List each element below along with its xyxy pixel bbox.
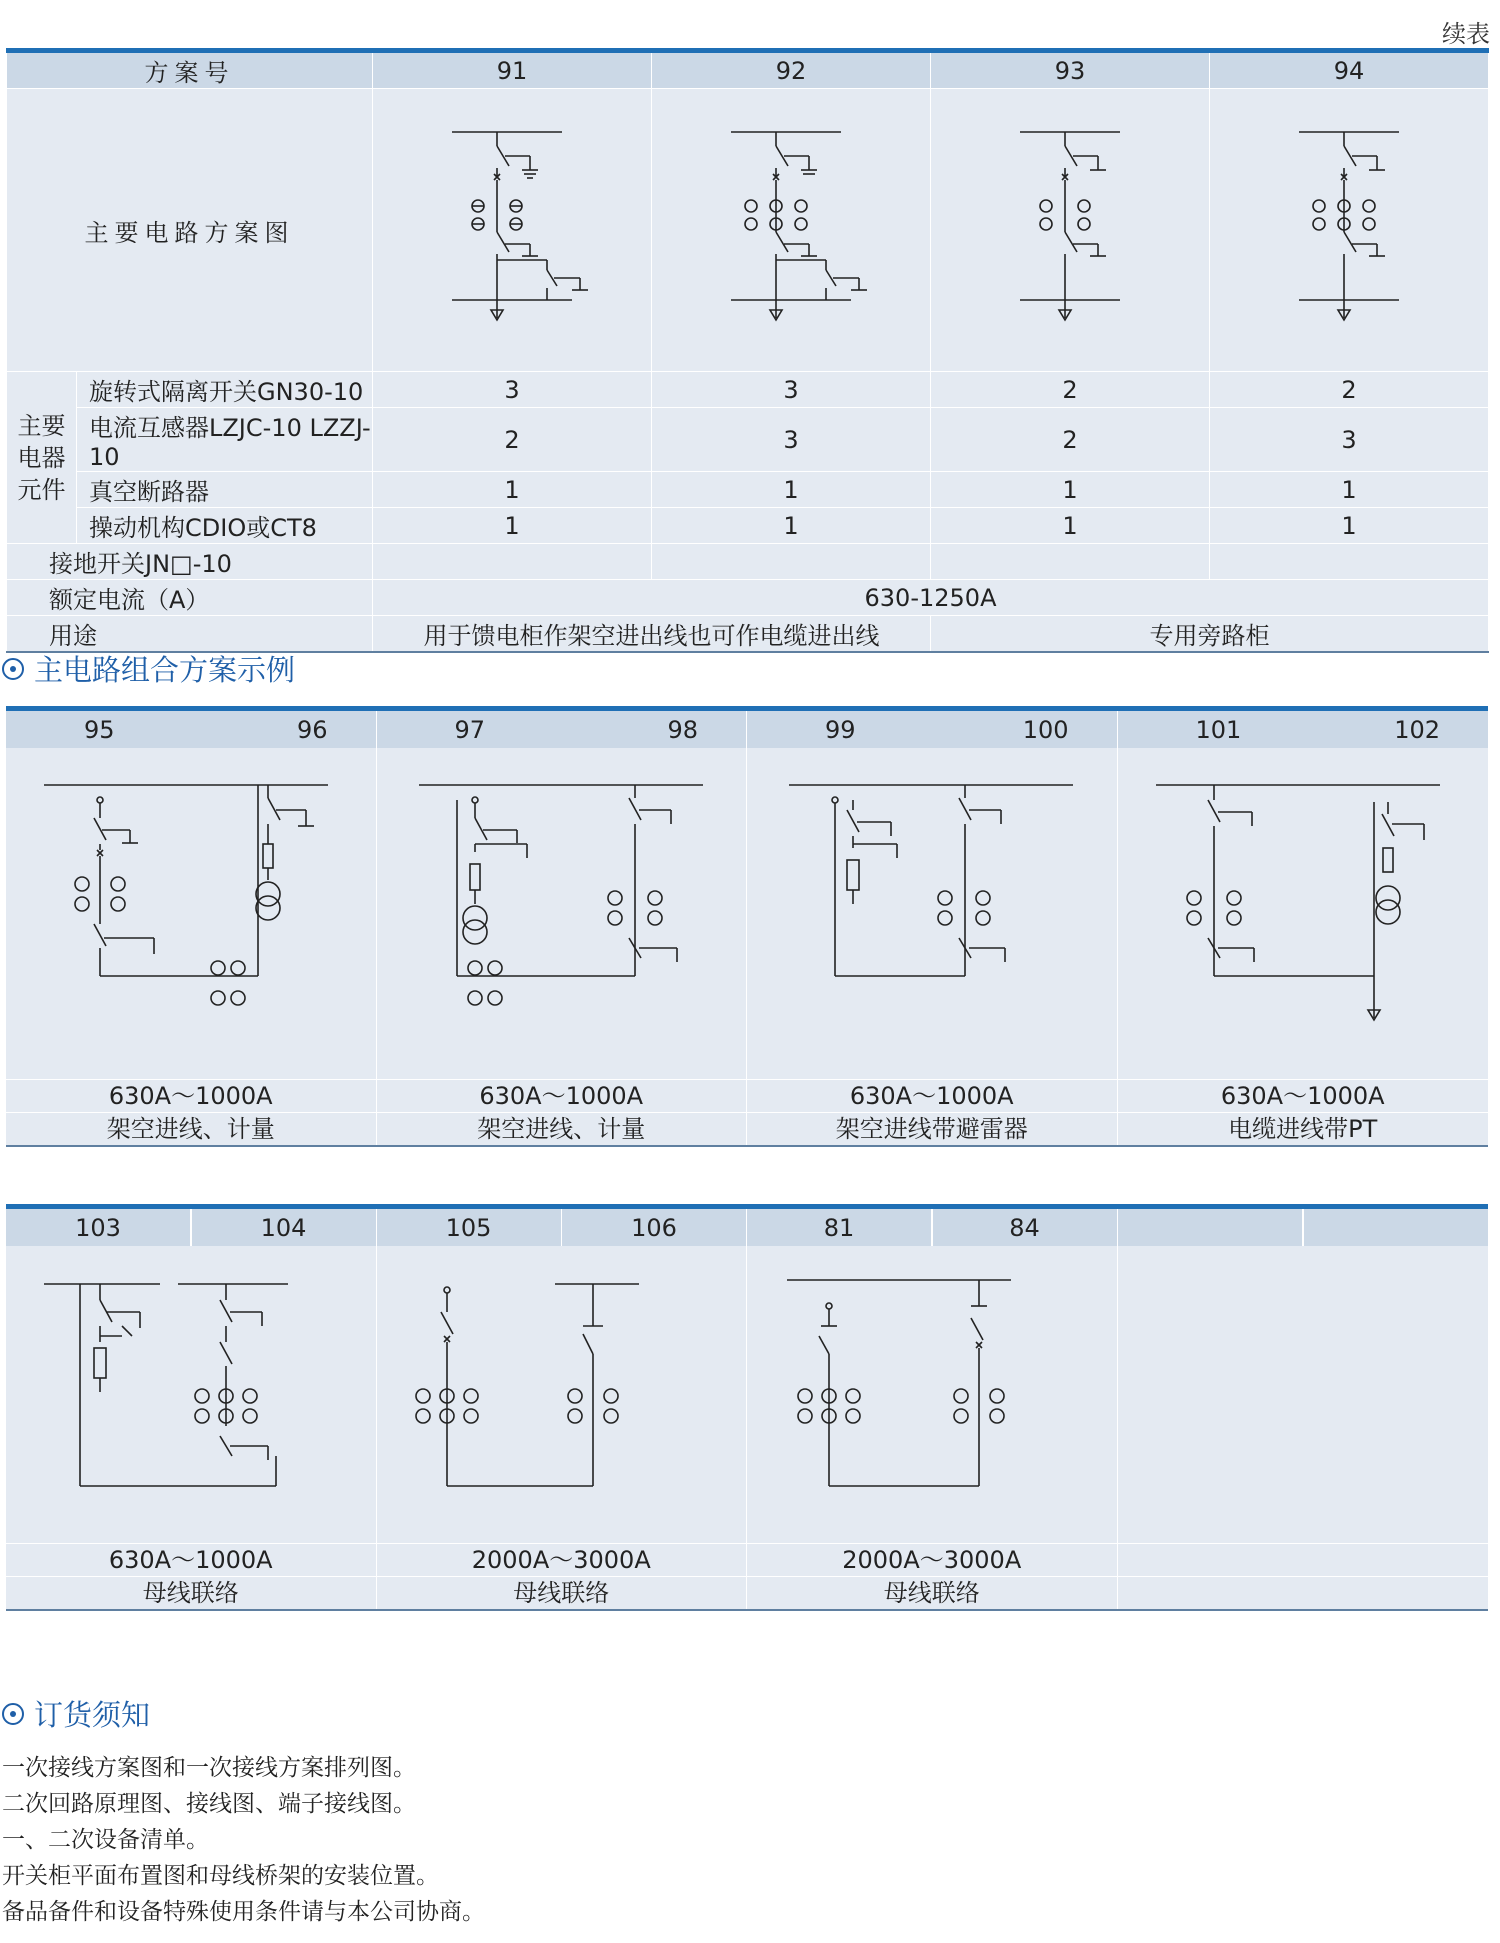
combo-current: 630A～1000A <box>6 1080 377 1112</box>
combo-header: 81 84 <box>747 1209 1118 1246</box>
row-label: 旋转式隔离开关GN30-10 <box>77 372 373 408</box>
combo-usage: 母线联络 <box>377 1577 748 1609</box>
cell: 1 <box>652 508 931 544</box>
bullet-icon <box>2 1703 24 1725</box>
combo-header: 99 100 <box>747 711 1118 748</box>
combo-table-2 <box>6 1204 1488 1611</box>
diagram-91 <box>373 89 652 372</box>
cell: 3 <box>1210 408 1489 472</box>
combo-current <box>1118 1544 1489 1576</box>
cell: 3 <box>652 408 931 472</box>
note-line: 备品备件和设备特殊使用条件请与本公司协商。 <box>2 1899 485 1925</box>
diagram-label: 主要电路方案图 <box>7 89 373 372</box>
cell: 2 <box>1210 372 1489 408</box>
rated-current-value: 630-1250A <box>373 580 1489 616</box>
combo-current: 2000A～3000A <box>377 1544 748 1576</box>
header-92: 92 <box>652 51 931 89</box>
usage-value: 用于馈电柜作架空进出线也可作电缆进出线 <box>373 616 931 653</box>
order-notes <box>2 1750 485 1930</box>
combo-header: 105 106 <box>377 1209 748 1246</box>
cell: 3 <box>373 372 652 408</box>
combo-usage <box>1118 1577 1489 1609</box>
combo-diagram-81-84 <box>747 1246 1118 1543</box>
ground-switch-row <box>7 544 1489 580</box>
combo-header: 103 104 <box>6 1209 377 1246</box>
rated-current-row <box>7 580 1489 616</box>
table-row <box>7 372 1489 408</box>
table-row <box>7 508 1489 544</box>
cell: 1 <box>1210 508 1489 544</box>
combo-header: 101 102 <box>1195 715 1440 744</box>
header-94: 94 <box>1210 51 1489 89</box>
combo-diagram-103-104 <box>6 1246 377 1543</box>
combo-current: 630A～1000A <box>377 1080 748 1112</box>
cell: 2 <box>373 408 652 472</box>
cell: 1 <box>652 472 931 508</box>
combo-diagram-105-106 <box>377 1246 748 1543</box>
cell: 3 <box>652 372 931 408</box>
diagram-94 <box>1210 89 1489 372</box>
note-line: 开关柜平面布置图和母线桥架的安装位置。 <box>2 1863 439 1889</box>
row-label: 操动机构CDIO或CT8 <box>77 508 373 544</box>
combo-usage: 电缆进线带PT <box>1228 1115 1378 1143</box>
note-line: 一次接线方案图和一次接线方案排列图。 <box>2 1755 416 1781</box>
continued-label: 续表 <box>1442 20 1490 48</box>
row-label: 电流互感器LZJC-10 LZZJ-10 <box>77 408 373 472</box>
cell: 1 <box>1210 472 1489 508</box>
combo-table-1 <box>6 706 1488 1147</box>
combo-diagram-empty <box>1118 1246 1489 1543</box>
row-label: 接地开关JN□-10 <box>7 544 373 580</box>
combo-header <box>1118 1209 1489 1246</box>
combo-diagram-99-100 <box>747 748 1118 1079</box>
combo-usage: 母线联络 <box>6 1577 377 1609</box>
combo-diagram-101-102 <box>1118 748 1489 1079</box>
scheme-header-row <box>7 51 1489 89</box>
group-label: 主要 电器 元件 <box>7 372 77 544</box>
combo-header: 97 98 <box>377 711 748 748</box>
combo-header: 95 96 <box>6 711 377 748</box>
combo-diagram-97-98 <box>377 748 748 1079</box>
diagram-92 <box>652 89 931 372</box>
cell: 1 <box>931 508 1210 544</box>
bullet-icon <box>2 658 24 680</box>
combo-current: 630A～1000A <box>747 1080 1118 1112</box>
combo-diagram-95-96 <box>6 748 377 1079</box>
row-label: 真空断路器 <box>77 472 373 508</box>
note-line: 二次回路原理图、接线图、端子接线图。 <box>2 1791 416 1817</box>
row-label: 用途 <box>7 616 373 653</box>
cell: 1 <box>373 472 652 508</box>
header-93: 93 <box>931 51 1210 89</box>
usage-row <box>7 616 1489 653</box>
combo-current: 2000A～3000A <box>747 1544 1118 1576</box>
diagram-row <box>7 89 1489 372</box>
section-heading-combos: 主电路组合方案示例 <box>2 648 295 689</box>
cell: 2 <box>931 372 1210 408</box>
table-row <box>7 472 1489 508</box>
header-scheme-no: 方案号 <box>7 51 373 89</box>
combo-usage: 架空进线、计量 <box>6 1113 377 1145</box>
combo-usage: 架空进线带避雷器 <box>747 1113 1118 1145</box>
table-row <box>7 408 1489 472</box>
combo-usage: 架空进线、计量 <box>377 1113 748 1145</box>
combo-current: 630A～1000A <box>6 1544 377 1576</box>
cell: 1 <box>931 472 1210 508</box>
combo-current: 630A～1000A <box>1220 1082 1385 1110</box>
combo-usage: 母线联络 <box>747 1577 1118 1609</box>
scheme-table <box>6 48 1489 653</box>
header-91: 91 <box>373 51 652 89</box>
usage-value: 专用旁路柜 <box>931 616 1489 653</box>
cell: 2 <box>931 408 1210 472</box>
note-line: 一、二次设备清单。 <box>2 1827 209 1853</box>
row-label: 额定电流（A） <box>7 580 373 616</box>
cell: 1 <box>373 508 652 544</box>
diagram-93 <box>931 89 1210 372</box>
section-heading-order: 订货须知 <box>2 1693 150 1734</box>
